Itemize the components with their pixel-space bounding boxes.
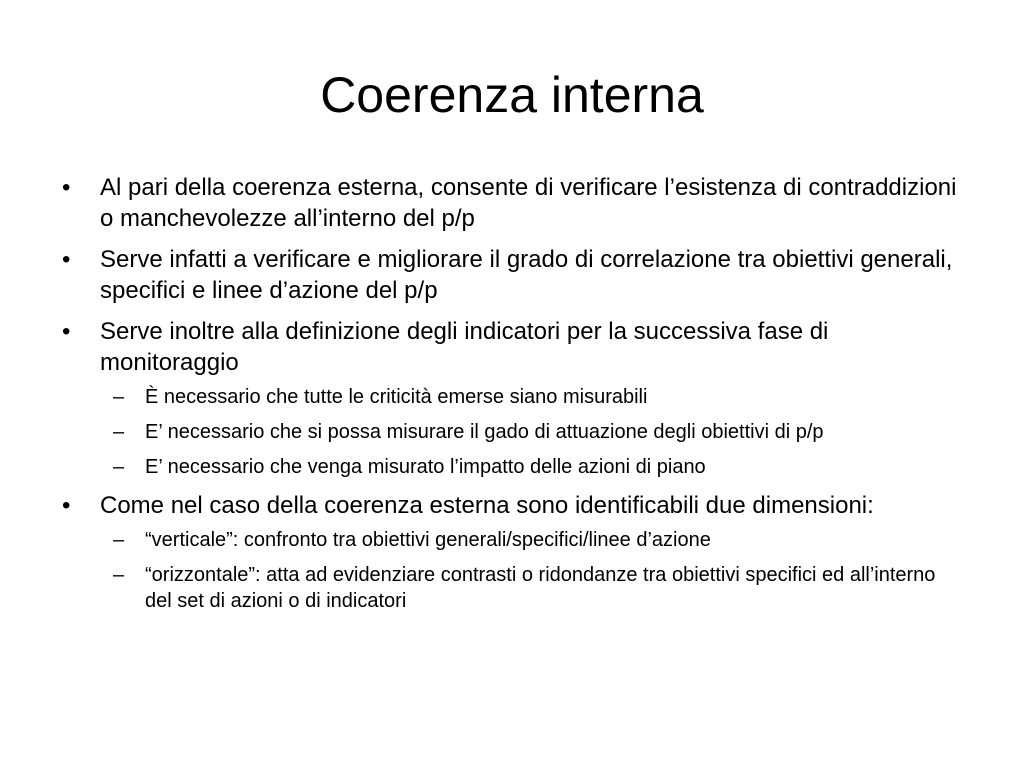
sub-bullet-text: “orizzontale”: atta ad evidenziare contrasti o ridondanze tra obiettivi specifici ed all’interno del set di azioni o di indicatori [145, 564, 936, 612]
sub-bullet-text: E’ necessario che venga misurato l’impatto delle azioni di piano [145, 456, 706, 478]
bullet-marker: • [62, 318, 71, 345]
dash-marker: – [113, 386, 125, 408]
bullet-item [62, 316, 962, 480]
bullet-marker: • [62, 174, 71, 201]
dash-marker: – [113, 421, 125, 443]
dash-marker: – [113, 564, 125, 586]
sub-bullet-item [100, 419, 962, 445]
bullet-item [62, 244, 962, 306]
sub-bullet-item [100, 454, 962, 480]
bullet-list [62, 172, 962, 624]
sub-bullet-text: È necessario che tutte le criticità emerse siano misurabili [145, 386, 648, 408]
bullet-marker: • [62, 246, 71, 273]
bullet-text: Serve infatti a verificare e migliorare il grado di correlazione tra obiettivi generali, specifici e linee d’azione del p/p [100, 246, 953, 304]
bullet-text: Al pari della coerenza esterna, consente di verificare l’esistenza di contraddizioni o manchevolezze all’interno del p/p [100, 174, 957, 232]
sub-bullet-item [100, 527, 962, 553]
bullet-text: Serve inoltre alla definizione degli indicatori per la successiva fase di monitoraggio [100, 318, 829, 376]
dash-marker: – [113, 456, 125, 478]
sub-bullet-list [100, 384, 962, 480]
sub-bullet-text: “verticale”: confronto tra obiettivi generali/specifici/linee d’azione [145, 529, 711, 551]
sub-bullet-list [100, 527, 962, 614]
bullet-marker: • [62, 492, 71, 519]
sub-bullet-item [100, 384, 962, 410]
sub-bullet-text: E’ necessario che si possa misurare il gado di attuazione degli obiettivi di p/p [145, 421, 824, 443]
dash-marker: – [113, 529, 125, 551]
bullet-text: Come nel caso della coerenza esterna sono identificabili due dimensioni: [100, 492, 874, 519]
sub-bullet-item [100, 562, 962, 614]
bullet-item [62, 490, 962, 614]
bullet-item [62, 172, 962, 234]
slide-title: Coerenza interna [320, 67, 704, 123]
